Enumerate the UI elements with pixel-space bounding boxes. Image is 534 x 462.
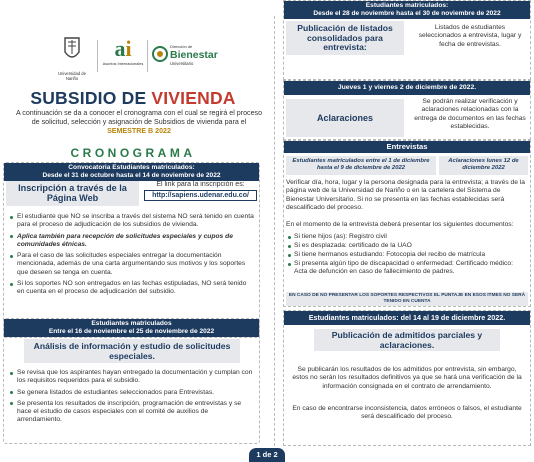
title-part2: VIVIENDA xyxy=(151,88,236,108)
list-item: Si tiene hermanos estudiando: Fotocopia del recibo de matrícula xyxy=(288,251,524,259)
semester-highlight: SEMESTRE B 2022 xyxy=(107,127,171,135)
listings-block xyxy=(283,0,531,80)
cronograma-text: CRONOGRAMA xyxy=(70,146,196,160)
list-item: Aplica también para recepción de solicitudes especiales y cupos de comunidades étnicas. xyxy=(10,233,254,250)
list-item: Se presenta los resultados de inscripción, programación de entrevistas y se hace el estudio de casos especiales con el comité de auxilios de arrendamiento. xyxy=(10,400,254,425)
registration-bullets xyxy=(10,213,254,300)
admitted-text-1: Se publicarán los resultados de los admitidos por entrevista, sin embargo, estos no serán los resultados definitivos ya que se hará una verificación de la información consignada en el contrato de arrendamiento. xyxy=(292,366,522,390)
page-title xyxy=(0,88,266,109)
analysis-bullets xyxy=(10,369,254,428)
listings-title: Publicación de listados consolidados para entrevista: xyxy=(286,21,404,55)
list-item: Si los soportes NO son entregados en las fechas estipuladas, NO será tenido en cuenta en el proceso de adjudicación del subsidio. xyxy=(10,280,254,297)
interviews-header: Entrevistas xyxy=(284,141,530,153)
registration-link-note: El link para la inscripción es: xyxy=(156,181,245,188)
logos-row xyxy=(0,36,266,81)
unariño-caption: Universidad de Nariño xyxy=(58,71,86,81)
clarifications-title: Aclaraciones xyxy=(286,99,404,137)
logo-divider xyxy=(147,40,148,72)
registration-block xyxy=(3,162,260,338)
cronograma-heading xyxy=(0,146,266,160)
universidad-narino-logo xyxy=(52,36,92,81)
clarifications-description: Se podrán realizar verificación y aclaraciones relacionadas con la entrega de documentos en las fechas establecidas. xyxy=(414,98,526,130)
bienestar-logo xyxy=(150,36,236,76)
registration-link[interactable]: http://sapiens.udenar.edu.co/ xyxy=(144,190,257,201)
analysis-block xyxy=(3,318,260,444)
clarifications-block xyxy=(283,80,531,140)
admitted-text-2: En caso de encontrarse inconsistencia, datos erróneos o falsos, el estudiante será descalificado del proceso. xyxy=(292,405,522,421)
list-item: El estudiante que NO se inscriba a través del sistema NO será tenido en cuenta para el proceso de adjudicación de los subsidios de vivienda. xyxy=(10,213,254,230)
list-item: Si presenta algún tipo de discapacidad o enfermedad: Certificado médico: Acta de defunción en caso de fallecimiento de padres. xyxy=(288,260,524,276)
interviews-clarification-date: Aclaraciones lunes 12 de diciembre 2022 xyxy=(439,156,528,175)
list-item: Para el caso de las solicitudes especiales entregar la documentación mencionada, además de una carta argumentando sus motivos y los soportes que deseen se tenga en cuenta. xyxy=(10,252,254,277)
ai-caption: Asuntos Internacionales xyxy=(102,62,144,66)
registration-row xyxy=(4,180,259,207)
interviews-warning: EN CASO DE NO PRESENTAR LOS SOPORTES RESPECTIVOS EL PUNTAJE EN ESOS ITMES NO SERÁ TENIDO EN CUENTA xyxy=(286,292,528,306)
list-item: Si tiene hijos (as): Registro civil xyxy=(288,233,524,241)
intro-paragraph xyxy=(14,109,264,136)
list-item: Se revisa que los aspirantes hayan entregado la documentación y cumplan con los requisitos requeridos para el subsidio. xyxy=(10,369,254,386)
admitted-header: Estudiantes matriculados: del 14 al 19 de diciembre 2022. xyxy=(284,311,530,325)
right-column xyxy=(271,0,534,462)
listings-header: Estudiantes matriculados: Desde el 28 de noviembre hasta el 30 de noviembre de 2022 xyxy=(284,1,530,19)
analysis-header: Estudiantes matriculados Entre el 16 de noviembre el 25 de noviembre de 2022 xyxy=(4,319,259,337)
logo-divider xyxy=(97,40,98,72)
registration-link-box xyxy=(144,181,257,201)
bienestar-main-text: Bienestar xyxy=(170,49,218,61)
dashed-divider xyxy=(274,16,275,446)
analysis-title: Análisis de información y estudio de solicitudes especiales. xyxy=(24,339,240,363)
interviews-block xyxy=(283,140,531,307)
title-part1: SUBSIDIO DE xyxy=(30,88,152,108)
listings-description: Listados de estudiantes seleccionados a entrevista, lugar y fecha de entrevistas. xyxy=(418,24,522,48)
clarifications-header: Jueves 1 y viernes 2 de diciembre de 2022. xyxy=(284,81,530,95)
interviews-documents-intro: En el momento de la entrevista deberá presentar los siguientes documentos: xyxy=(286,221,514,228)
bienestar-top-text: Dirección de xyxy=(170,44,193,49)
page-number: 1 de 2 xyxy=(256,450,278,459)
intro-text: A continuación se da a conocer el cronograma con el cual se regirá el proceso de solicitud, selección y asignación de Subsidios de vivienda para el xyxy=(15,109,263,126)
interviews-document-list xyxy=(288,233,524,277)
admitted-title: Publicación de admitidos parciales y aclaraciones. xyxy=(314,329,500,351)
bienestar-sub-text: Universitario xyxy=(170,61,194,66)
interviews-date-range: Estudiantes matriculados entre el 1 de diciembre hasta el 9 de diciembre de 2022 xyxy=(286,156,436,175)
interviews-instructions: Verificar día, hora, lugar y la persona designada para la entrevista; a través de la página web de la Universidad de Nariño o en la cartelera del Sistema de Bienestar Universitario. Si no se presenta en las fechas establecidas será descalificado del proceso. xyxy=(286,179,526,211)
list-item: Se genera listados de estudiantes seleccionados para Entrevistas. xyxy=(10,389,254,397)
admitted-block xyxy=(283,310,531,446)
asuntos-internacionales-logo: ai Asuntos Internacionales xyxy=(102,36,144,66)
registration-header: Convocatoria Estudiantes matriculados: Desde el 31 de octubre hasta el 14 de noviembre de 2022 xyxy=(4,163,259,181)
list-item: Si es desplazada: certificado de la UAO xyxy=(288,242,524,250)
bienestar-mark-icon xyxy=(152,46,168,62)
registration-title: Inscripción a través de la Página Web xyxy=(6,181,139,206)
left-column xyxy=(0,0,266,462)
